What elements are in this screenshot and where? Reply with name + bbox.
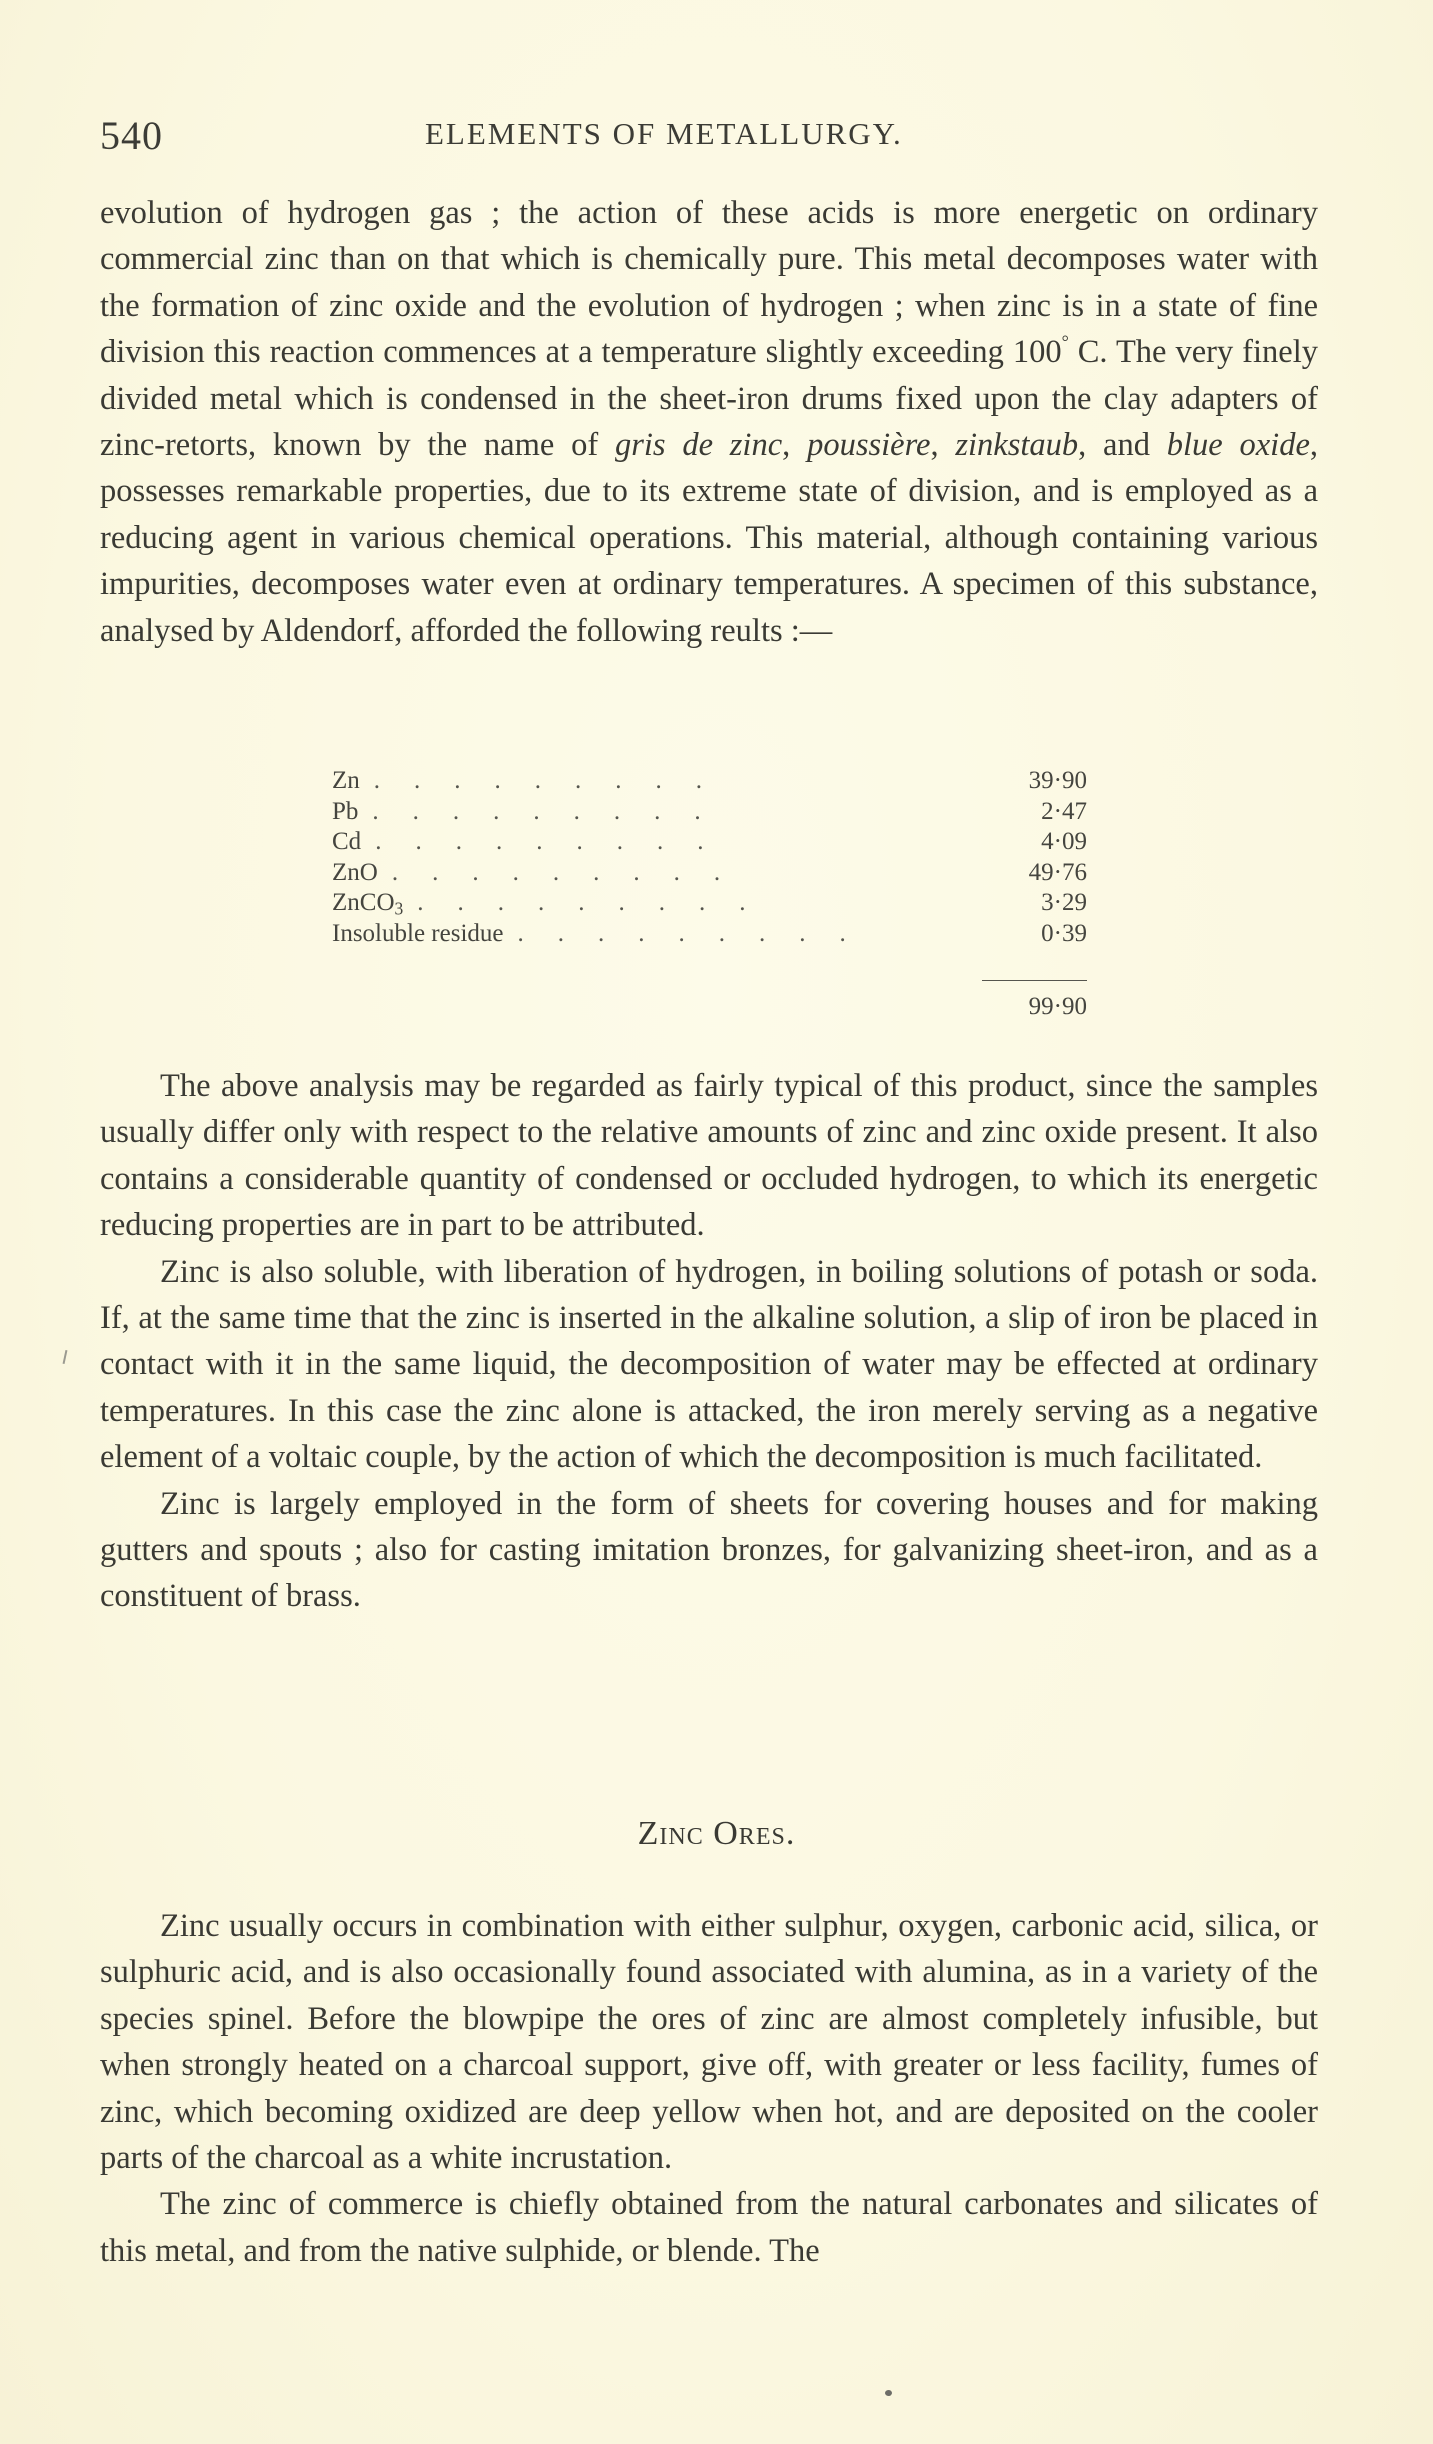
table-row [332, 858, 1087, 889]
paragraph: Zinc is also soluble, with liberation of hydrogen, in boiling solutions of potash or soda. If, at the same time that the zinc is inserted in the alkaline solution, a slip of iron be placed in contact with it in the same liquid, the decomposition of water may be effected at ordinary temperatures. In this case the zinc alone is attacked, the iron merely serving as a negative element of a voltaic couple, by the action of which the decomposition is much facilitated. [100, 1253, 1318, 1476]
italic-term-blue-oxide: blue oxide [1166, 427, 1310, 464]
dot-leader: ......... [391, 858, 755, 886]
running-title: ELEMENTS OF METALLURGY. [425, 116, 903, 151]
analysis-table [332, 766, 1087, 1020]
text-run: , and [1078, 427, 1167, 464]
table-total: 99·90 [1028, 993, 1087, 1020]
paragraph: The zinc of commerce is chiefly obtained from the natural carbonates and silicates of this metal, and from the native sulphide, or blende. The [100, 2186, 1318, 2269]
text-block-intro [100, 190, 1318, 654]
italic-term-zinkstaub: zinkstaub [955, 427, 1079, 464]
paragraph: Zinc usually occurs in combination with either sulphur, oxygen, carbonic acid, silica, or sulphuric acid, and is also occasionally found associated with alumina, as in a variety of the species spinel. Before the blowpipe the ores of zinc are almost completely infusible, but when strongly heated on a charcoal support, give off, with greater or less facility, fumes of zinc, which becoming oxidized are deep yellow when hot, and are deposited on the cooler parts of the charcoal as a white incrustation. [100, 1908, 1318, 2177]
formula-subscript: 3 [394, 898, 404, 919]
dot-leader: ......... [375, 828, 738, 855]
component-value: 0·39 [1041, 919, 1087, 947]
component-label [332, 888, 403, 919]
dot-leader: ......... [373, 767, 737, 794]
scan-ink-dot [885, 2390, 892, 2396]
dot-leader: ......... [417, 889, 780, 916]
paragraph-continuation [100, 190, 1318, 654]
text-block-zinc-ores [100, 1903, 1318, 2274]
component-label: Cd [332, 828, 362, 855]
table-row [332, 797, 1087, 828]
page-number: 540 [100, 113, 163, 158]
component-value: 39·90 [1028, 767, 1087, 794]
component-label: Pb [332, 797, 359, 825]
text-run: C. The very finely divided metal which is condensed in the sheet-iron drums fixed upon the clay adapters of zinc-retorts, known by the name of [100, 334, 1318, 464]
italic-term-poussiere: poussière [807, 427, 931, 464]
sum-rule-divider [982, 980, 1087, 981]
table-row [332, 919, 1087, 950]
degree-symbol: ° [1061, 331, 1069, 352]
component-value: 2·47 [1041, 797, 1087, 825]
paragraph: The above analysis may be regarded as fairly typical of this product, since the samples usually differ only with respect to the relative amounts of zinc and zinc oxide present. It also contains a considerable quantity of condensed or occluded hydrogen, to which its energetic reducing properties are in part to be attributed. [100, 1068, 1318, 1244]
paragraph: Zinc is largely employed in the form of sheets for covering houses and for making gutters and spouts ; also for casting imitation bronzes, for galvanizing sheet-iron, and as a constituent of brass. [100, 1485, 1318, 1615]
component-value: 4·09 [1041, 828, 1087, 855]
table-row [332, 888, 1087, 919]
scan-margin-mark [63, 1350, 68, 1364]
component-label: ZnO [332, 858, 378, 886]
dot-leader: ......... [517, 919, 880, 947]
text-run: , [930, 427, 956, 464]
component-label: Insoluble residue [332, 919, 504, 947]
table-row [332, 766, 1087, 797]
text-run: , possesses remarkable properties, due to its extreme state of division, and is employed as a reducing agent in various chemical operations. This material, although containing various impurities, decomposes water even at ordinary temperatures. A specimen of this substance, analysed by Aldendorf, afforded the following reults :— [100, 427, 1319, 649]
section-heading: Zinc Ores. [637, 1815, 796, 1852]
text-run: evolution of hydrogen gas ; the action of these acids is more energetic on ordinary commercial zinc than on that which is chemically pure. This metal decomposes water with the formation of zinc oxide and the evolution of hydrogen ; when zinc is in a state of fine division this reaction commences at a temperature slightly exceeding 100 [100, 195, 1318, 371]
formula-text: ZnCO [332, 889, 395, 916]
component-label: Zn [332, 767, 360, 794]
component-value: 49·76 [1028, 858, 1087, 886]
running-header [100, 112, 1320, 162]
text-run: , [782, 427, 808, 464]
component-value: 3·29 [1041, 889, 1087, 916]
dot-leader: ......... [372, 797, 735, 825]
table-row [332, 827, 1087, 858]
italic-term-gris-de-zinc: gris de zinc [614, 427, 783, 464]
text-block-discussion [100, 1063, 1318, 1620]
